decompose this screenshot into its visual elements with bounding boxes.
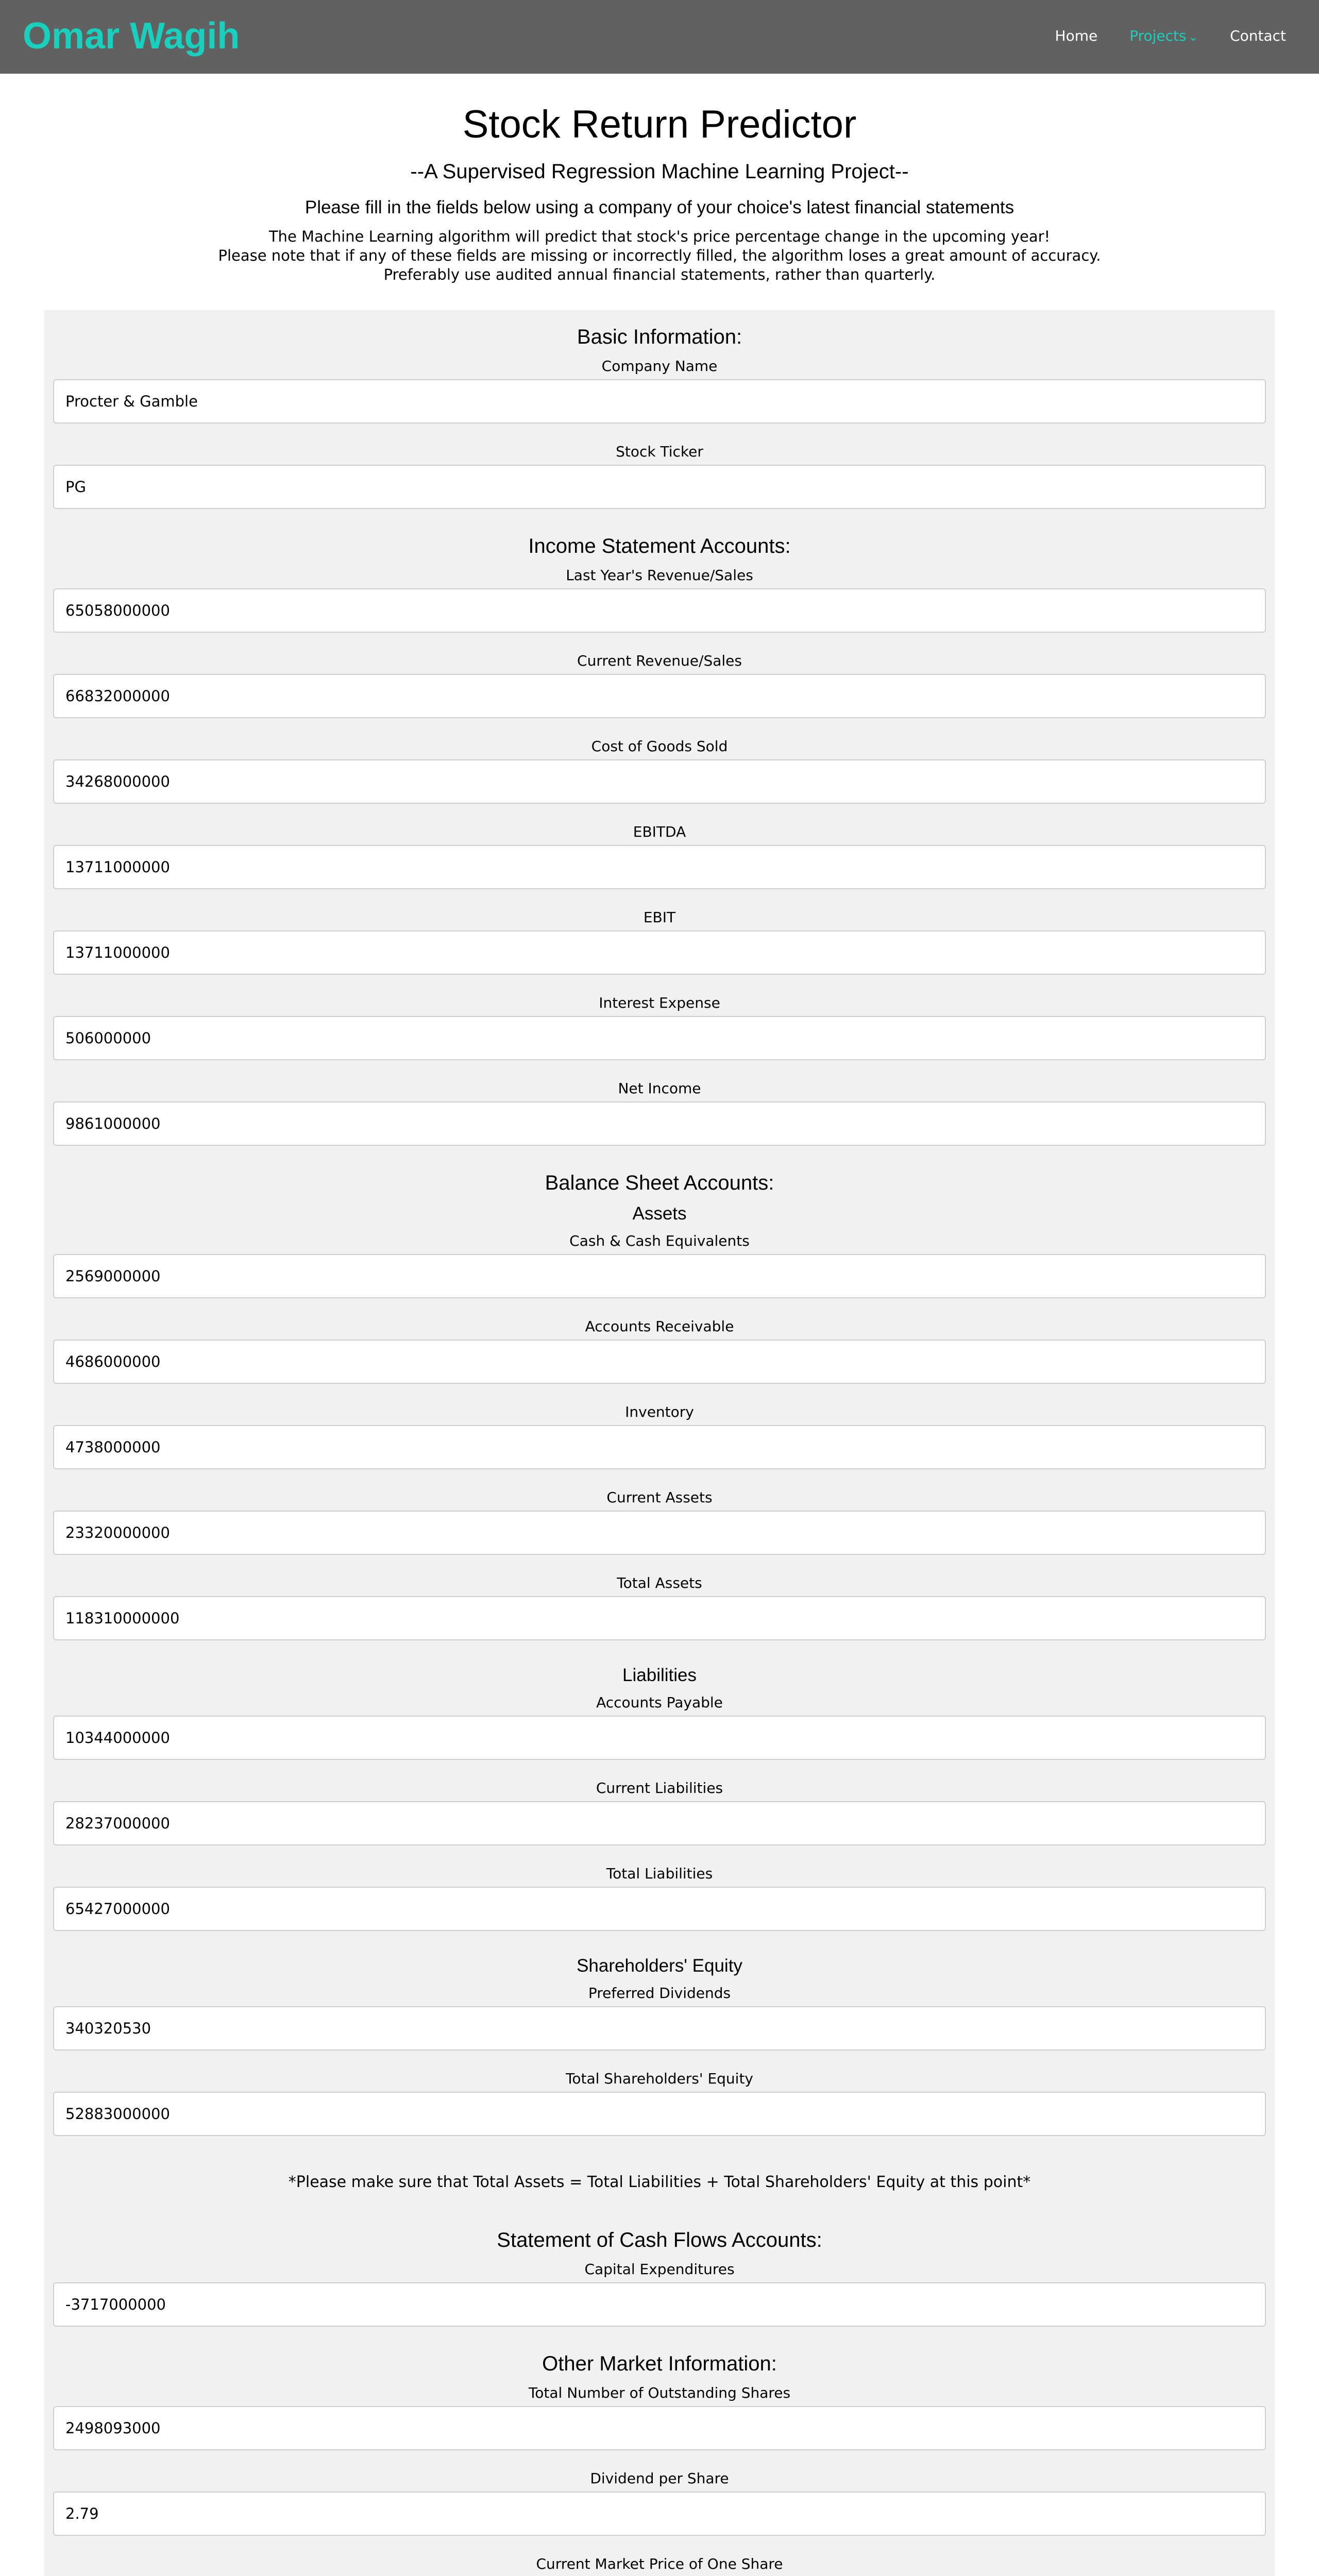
subsection-title-liabilities: Liabilities	[622, 1665, 697, 1685]
section-title-market: Other Market Information:	[542, 2352, 777, 2375]
subsection-title-assets: Assets	[632, 1204, 687, 1224]
accounts-payable-input[interactable]	[53, 1716, 1266, 1760]
field-label: Capital Expenditures	[584, 2261, 735, 2278]
outstanding-shares-input[interactable]	[53, 2406, 1266, 2450]
field-label: Total Number of Outstanding Shares	[528, 2384, 791, 2401]
cash-input[interactable]	[53, 1254, 1266, 1298]
section-title-cashflow: Statement of Cash Flows Accounts:	[497, 2229, 822, 2251]
accounts-receivable-input[interactable]	[53, 1340, 1266, 1384]
intro-note: Please note that if any of these fields are missing or incorrectly filled, the algorithm loses a great amount of accuracy.	[218, 247, 1101, 264]
field-label: Cash & Cash Equivalents	[569, 1232, 750, 1249]
nav-contact-link[interactable]: Contact	[1230, 27, 1286, 44]
field-label: Net Income	[618, 1080, 701, 1097]
field-label: Total Assets	[617, 1574, 702, 1591]
balance-check-note: *Please make sure that Total Assets = Total Liabilities + Total Shareholders' Equity at this point*	[288, 2173, 1031, 2191]
total-assets-input[interactable]	[53, 1596, 1266, 1640]
navbar	[0, 0, 1319, 74]
inventory-input[interactable]	[53, 1425, 1266, 1469]
nav-projects-label: Projects	[1129, 27, 1187, 44]
predictor-form	[44, 310, 1275, 2576]
ebit-input[interactable]	[53, 930, 1266, 975]
cogs-input[interactable]	[53, 759, 1266, 804]
field-label: EBIT	[643, 909, 676, 926]
subsection-title-equity: Shareholders' Equity	[577, 1956, 742, 1976]
page-subtitle: --A Supervised Regression Machine Learning Project--	[410, 160, 909, 183]
section-title-balance: Balance Sheet Accounts:	[545, 1172, 774, 1194]
instruction-text: Please fill in the fields below using a company of your choice's latest financial statements	[305, 197, 1014, 217]
current-revenue-input[interactable]	[53, 674, 1266, 718]
field-label: Interest Expense	[599, 994, 720, 1011]
total-liabilities-input[interactable]	[53, 1887, 1266, 1931]
field-label: Last Year's Revenue/Sales	[566, 567, 753, 584]
field-label: Current Revenue/Sales	[577, 652, 742, 669]
field-label: Dividend per Share	[590, 2470, 729, 2487]
section-title-basic: Basic Information:	[577, 326, 742, 348]
ebitda-input[interactable]	[53, 845, 1266, 889]
dividend-per-share-input[interactable]	[53, 2492, 1266, 2536]
field-label: Total Liabilities	[606, 1865, 713, 1882]
nav-home-link[interactable]: Home	[1055, 27, 1098, 44]
company-name-input[interactable]	[53, 379, 1266, 423]
stock-ticker-input[interactable]	[53, 465, 1266, 509]
chevron-down-icon: ⌄	[1188, 31, 1198, 44]
interest-expense-input[interactable]	[53, 1016, 1266, 1060]
intro-note: Preferably use audited annual financial statements, rather than quarterly.	[383, 266, 936, 283]
field-label: Total Shareholders' Equity	[566, 2070, 753, 2087]
capex-input[interactable]	[53, 2282, 1266, 2327]
total-equity-input[interactable]	[53, 2092, 1266, 2136]
field-label: EBITDA	[633, 823, 686, 840]
current-liabilities-input[interactable]	[53, 1801, 1266, 1845]
field-label: Accounts Receivable	[585, 1318, 734, 1335]
net-income-input[interactable]	[53, 1101, 1266, 1146]
preferred-dividends-input[interactable]	[53, 2006, 1266, 2050]
section-title-income: Income Statement Accounts:	[528, 535, 791, 557]
field-label: Accounts Payable	[596, 1694, 723, 1711]
field-label: Preferred Dividends	[588, 1985, 731, 2002]
current-assets-input[interactable]	[53, 1511, 1266, 1555]
field-label: Current Liabilities	[596, 1780, 723, 1797]
intro-notes	[0, 227, 1319, 284]
field-label: Cost of Goods Sold	[591, 738, 728, 755]
last-year-revenue-input[interactable]	[53, 588, 1266, 633]
intro-note: The Machine Learning algorithm will predict that stock's price percentage change in the upcoming year!	[268, 228, 1051, 245]
brand-logo[interactable]: Omar Wagih	[23, 15, 240, 57]
page-header	[0, 74, 1319, 284]
field-label: Current Assets	[606, 1489, 713, 1506]
field-label: Current Market Price of One Share	[536, 2555, 783, 2572]
field-label: Stock Ticker	[616, 443, 703, 460]
nav-projects-dropdown[interactable]	[1129, 26, 1198, 48]
field-label: Inventory	[625, 1403, 694, 1420]
field-label: Company Name	[601, 358, 718, 375]
nav-menu	[1023, 26, 1286, 48]
page-title: Stock Return Predictor	[462, 103, 857, 146]
